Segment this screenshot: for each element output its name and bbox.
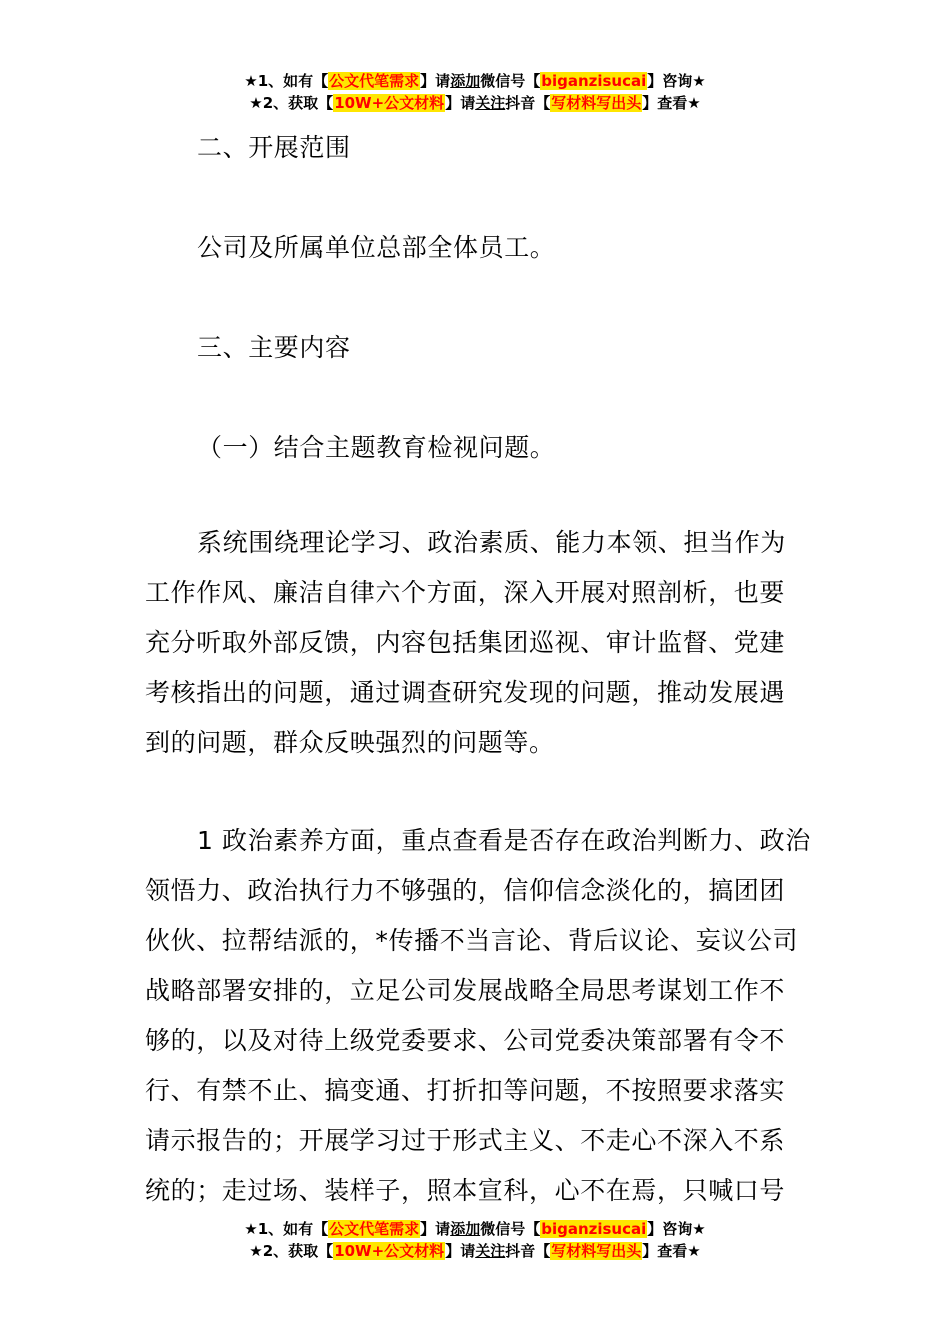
promo-text: 抖音【: [505, 1242, 551, 1260]
promo-highlight: 10W+公文材料: [334, 1242, 445, 1260]
promo-text: 】查看★: [642, 1242, 701, 1260]
promo-highlight: 10W+公文材料: [334, 94, 445, 112]
paragraph-line: 1 政治素养方面，重点查看是否存在政治判断力、政治: [197, 826, 811, 855]
paragraph-line: 系统围绕理论学习、政治素质、能力本领、担当作为: [197, 528, 786, 557]
promo-highlight: 公文代笔需求: [329, 72, 420, 90]
scope-heading: 二、开展范围: [197, 133, 351, 162]
promo-text: 】请: [420, 72, 451, 90]
paragraph-line: 请示报告的；开展学习过于形式主义、不走心不深入不系: [145, 1126, 786, 1155]
promo-line-2: [0, 1240, 950, 1262]
paragraph-line: 行、有禁不止、搞变通、打折扣等问题，不按照要求落实: [145, 1076, 786, 1105]
paragraph-line: 领悟力、政治执行力不够强的，信仰信念淡化的，搞团团: [145, 876, 786, 905]
promo-text: 】请: [445, 94, 476, 112]
promo-text: 微信号【: [480, 1220, 541, 1238]
promo-highlight: 写材料写出头: [551, 94, 642, 112]
paragraph-line: 到的问题，群众反映强烈的问题等。: [145, 728, 555, 757]
paragraph-line: 统的；走过场、装样子，照本宣科，心不在焉，只喊口号: [145, 1176, 786, 1205]
promo-line-1: [0, 1218, 950, 1240]
promo-underlined: 关注: [475, 94, 506, 112]
promo-highlight: 写材料写出头: [551, 1242, 642, 1260]
top-promo-banner: [0, 70, 950, 114]
promo-highlight: biganzisucai: [541, 72, 647, 90]
promo-underlined: 关注: [475, 1242, 506, 1260]
paragraph-line: 考核指出的问题，通过调查研究发现的问题，推动发展遇: [145, 678, 786, 707]
paragraph-line: 充分听取外部反馈，内容包括集团巡视、审计监督、党建: [145, 628, 786, 657]
bottom-promo-banner: [0, 1218, 950, 1262]
promo-text: 】查看★: [642, 94, 701, 112]
scope-text: 公司及所属单位总部全体员工。: [197, 233, 556, 262]
promo-line-2: [0, 92, 950, 114]
promo-highlight: biganzisucai: [541, 1220, 647, 1238]
promo-underlined: 添加: [450, 72, 481, 90]
content-heading: 三、主要内容: [197, 333, 351, 362]
promo-text: 】咨询★: [647, 1220, 706, 1238]
promo-text: 】咨询★: [647, 72, 706, 90]
promo-text: ★1、如有【: [244, 72, 329, 90]
promo-highlight: 公文代笔需求: [329, 1220, 420, 1238]
promo-text: ★1、如有【: [244, 1220, 329, 1238]
promo-text: 】请: [420, 1220, 451, 1238]
paragraph-line: 够的，以及对待上级党委要求、公司党委决策部署有令不: [145, 1026, 786, 1055]
promo-text: 抖音【: [505, 94, 551, 112]
promo-text: 】请: [445, 1242, 476, 1260]
sub-heading-1: （一）结合主题教育检视问题。: [197, 433, 556, 462]
paragraph-line: 伙伙、拉帮结派的，*传播不当言论、背后议论、妄议公司: [145, 926, 799, 955]
promo-underlined: 添加: [450, 1220, 481, 1238]
paragraph-line: 工作作风、廉洁自律六个方面，深入开展对照剖析，也要: [145, 578, 786, 607]
promo-text: ★2、获取【: [249, 1242, 334, 1260]
paragraph-1: [145, 518, 807, 768]
paragraph-line: 战略部署安排的，立足公司发展战略全局思考谋划工作不: [145, 976, 786, 1005]
promo-text: ★2、获取【: [249, 94, 334, 112]
paragraph-2: [145, 816, 811, 1216]
promo-line-1: [0, 70, 950, 92]
promo-text: 微信号【: [480, 72, 541, 90]
